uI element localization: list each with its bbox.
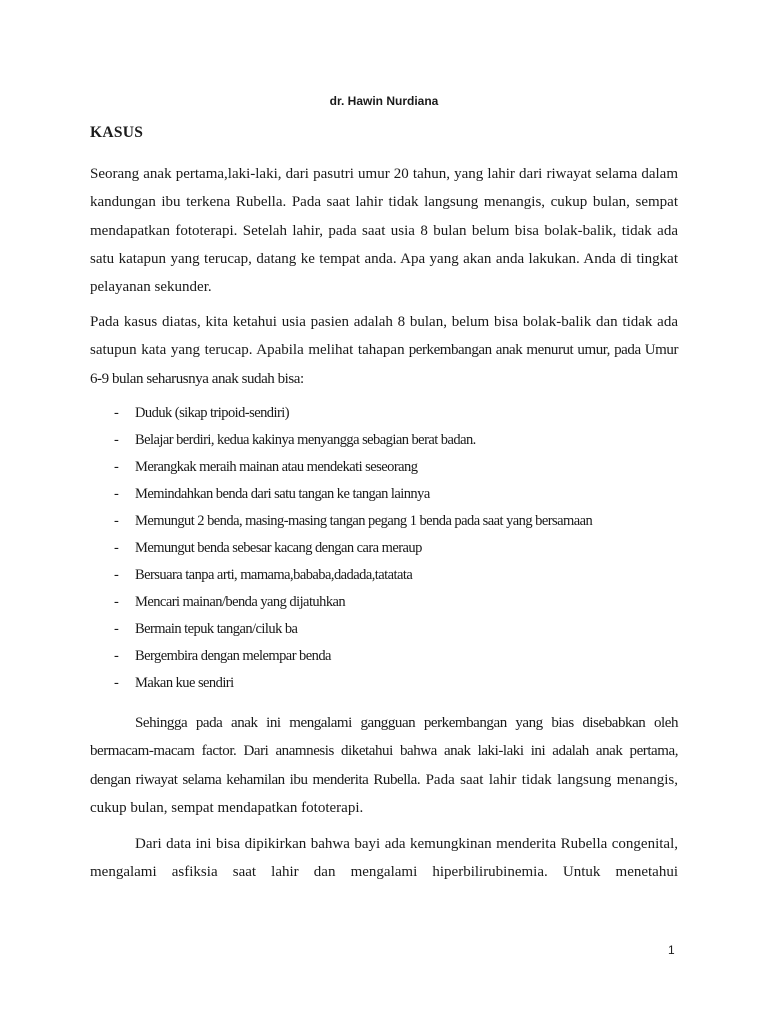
list-item: [90, 562, 690, 589]
list-item-text: Merangkak meraih mainan atau mendekati seseorang: [135, 459, 418, 475]
list-item-text: Duduk (sikap tripoid-sendiri): [135, 405, 289, 421]
list-marker: -: [114, 648, 119, 664]
list-item: [90, 400, 690, 427]
list-marker: -: [114, 621, 119, 637]
conclusion-paragraph: [90, 709, 678, 822]
case-paragraph: Seorang anak pertama,laki-laki, dari pasutri umur 20 tahun, yang lahir dari riwayat selama dalam kandungan ibu terkena Rubella. Pada saat lahir tidak langsung menangis, cukup bulan, sempat mendapatkan fototerapi. Setelah lahir, pada saat usia 8 bulan belum bisa bolak-balik, tidak ada satu katapun yang terucap, datang ke tempat anda. Apa yang akan anda lakukan. Anda di tingkat pelayanan sekunder.: [90, 166, 678, 296]
analysis-text-normal: Pada kasus diatas, kita ketahui usia pasien adalah 8 bulan, belum bisa bolak-balik dan tidak ada satupun kata yang terucap. Apabila melihat tahapan: [90, 314, 678, 359]
section-heading: KASUS: [90, 124, 144, 141]
list-item-text: Makan kue sendiri: [135, 675, 234, 691]
list-marker: -: [114, 675, 119, 691]
list-item: [90, 508, 690, 535]
list-marker: -: [114, 567, 119, 583]
list-item: [90, 427, 690, 454]
list-marker: -: [114, 594, 119, 610]
analysis-text-condensed: perkembangan anak menurut umur, pada Umur 6-9 bulan seharusnya anak sudah bisa:: [90, 342, 678, 387]
list-item: [90, 535, 690, 562]
list-item-text: Bermain tepuk tangan/ciluk ba: [135, 621, 298, 637]
list-item: [90, 589, 690, 616]
list-item-text: Memungut 2 benda, masing-masing tangan pegang 1 benda pada saat yang bersamaan: [135, 513, 593, 529]
list-item-text: Memungut benda sebesar kacang dengan cara meraup: [135, 540, 422, 556]
list-item: [90, 481, 690, 508]
conclusion-text-normal: Pada saat lahir tidak langsung menangis, cukup bulan, sempat mendapatkan fototerapi.: [90, 771, 678, 816]
analysis-paragraph: [90, 308, 678, 393]
list-marker: -: [114, 432, 119, 448]
list-item-text: Mencari mainan/benda yang dijatuhkan: [135, 594, 346, 610]
list-marker: -: [114, 405, 119, 421]
list-marker: -: [114, 459, 119, 475]
diagnosis-paragraph: Dari data ini bisa dipikirkan bahwa bayi ada kemungkinan menderita Rubella congenital, mengalami asfiksia saat lahir dan mengalami hiperbilirubinemia. Untuk menetahui: [90, 836, 678, 881]
author-name: dr. Hawin Nurdiana: [329, 94, 439, 108]
list-item-text: Memindahkan benda dari satu tangan ke tangan lainnya: [135, 486, 430, 502]
list-item: [90, 616, 690, 643]
list-item: [90, 670, 690, 697]
milestone-list: [90, 400, 690, 697]
list-item: [90, 454, 690, 481]
list-item: [90, 643, 690, 670]
list-marker: -: [114, 486, 119, 502]
list-marker: -: [114, 513, 119, 529]
list-marker: -: [114, 540, 119, 556]
conclusion-text-condensed: Sehingga pada anak ini mengalami gangguan perkembangan yang bias disebabkan oleh bermacam-macam factor. Dari anamnesis diketahui bahwa anak laki-laki ini adalah anak pertama, dengan riwayat selama kehamilan ibu menderita Rubella.: [90, 715, 678, 788]
list-item-text: Bergembira dengan melempar benda: [135, 648, 331, 664]
list-item-text: Bersuara tanpa arti, mamama,bababa,dadada,tatatata: [135, 567, 413, 583]
page-number: 1: [668, 943, 675, 957]
list-item-text: Belajar berdiri, kedua kakinya menyangga sebagian berat badan.: [135, 432, 476, 448]
